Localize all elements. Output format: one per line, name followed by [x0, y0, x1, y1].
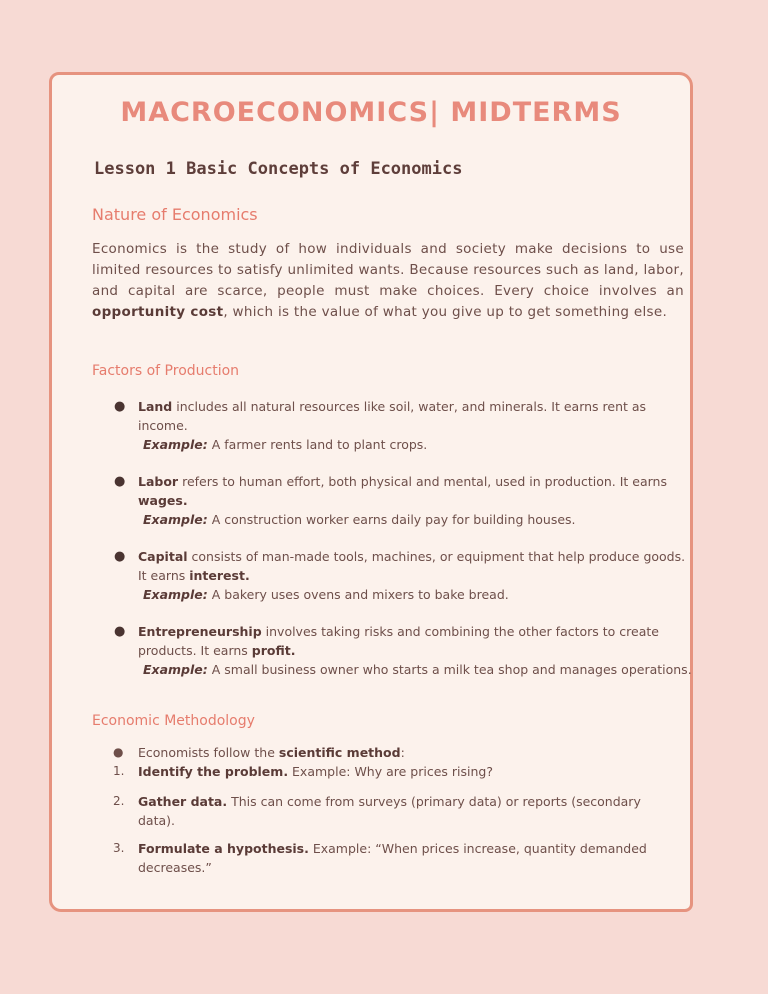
- nature-heading: Nature of Economics: [92, 205, 258, 224]
- page-title: MACROECONOMICS| MIDTERMS: [120, 97, 622, 128]
- lesson-heading: Lesson 1 Basic Concepts of Economics: [94, 159, 463, 179]
- methodology-heading: Economic Methodology: [92, 713, 255, 729]
- method-step-3: 3. Formulate a hypothesis. Example: “When prices increase, quantity demanded decreases.”: [113, 841, 647, 875]
- methodology-intro: ● Economists follow the scientific method:: [113, 745, 405, 760]
- factor-entrepreneurship: ● Entrepreneurship involves taking risks and combining the other factors to create products. It earns profit. Example: A small business owner who starts a milk tea shop and manages operations.: [114, 624, 692, 677]
- method-step-1: 1. Identify the problem. Example: Why are prices rising?: [113, 764, 493, 779]
- bullet-icon: ●: [114, 624, 126, 639]
- factor-capital: ● Capital consists of man-made tools, machines, or equipment that help produce goods. It earns interest. Example: A bakery uses ovens and mixers to bake bread.: [138, 547, 693, 604]
- opportunity-cost-term: opportunity cost: [92, 304, 224, 320]
- example-line: Example: A farmer rents land to plant crops.: [143, 437, 428, 452]
- notes-card: [49, 72, 693, 912]
- factors-heading: Factors of Production: [92, 363, 240, 379]
- bullet-icon: ●: [114, 399, 126, 414]
- factor-land: ● Land includes all natural resources like soil, water, and minerals. It earns rent as income. Example: A farmer rents land to plant crops.: [138, 397, 693, 454]
- bullet-icon: ●: [113, 745, 124, 759]
- bullet-icon: ●: [114, 549, 126, 564]
- method-step-2: 2. Gather data. This can come from surveys (primary data) or reports (secondary data).: [113, 794, 641, 828]
- factor-labor: ● Labor refers to human effort, both physical and mental, used in production. It earns wages. Example: A construction worker earns daily pay for building houses.: [138, 472, 693, 529]
- nature-paragraph: Economics is the study of how individuals and society make decisions to use limited resources to satisfy unlimited wants. Because resources such as land, labor, and capital are scarce, people must make choices. Every choice involves an opportunity cost, which is the value of what you give up to get something else.: [92, 241, 684, 320]
- example-line: Example: A small business owner who starts a milk tea shop and manages operations.: [143, 662, 692, 677]
- example-line: Example: A construction worker earns daily pay for building houses.: [143, 512, 576, 527]
- example-line: Example: A bakery uses ovens and mixers to bake bread.: [143, 587, 509, 602]
- bullet-icon: ●: [114, 474, 126, 489]
